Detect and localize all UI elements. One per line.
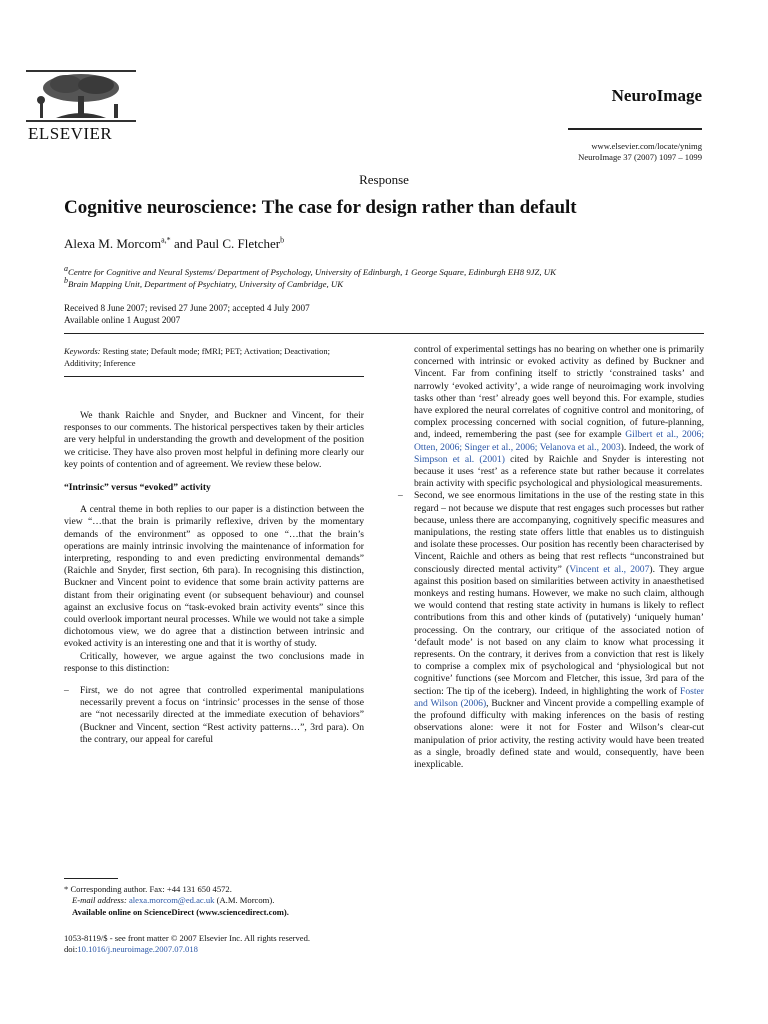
left-column [64, 410, 364, 746]
text-run: Second, we see enormous limitations in the use of the resting state in this regard – not because we dispute that rest engages such processes but rather because, unless there are accompanying, cognitively specific measures and manipulations, the resting state offers little that enables us to distinguish and isolate these processes. Our position has recently been characterised by Vincent, Raichle and others as being that rest reflects “unconstrained but consciously directed mental activity” ( [414, 490, 704, 575]
doi-label: doi: [64, 944, 78, 955]
intro-paragraph: We thank Raichle and Snyder, and Buckner and Vincent, for their responses to our comments. The historical perspectives taken by their articles are very helpful in understanding the growth and development of the position we criticise. They have also proven most helpful in defining more clearly our key points of contention and of agreement. We review these below. [64, 410, 364, 470]
author-morcom: Alexa M. Morcom [64, 236, 162, 251]
keywords-label: Keywords: [64, 346, 101, 356]
section-heading: “Intrinsic” versus “evoked” activity [64, 482, 211, 494]
aff-a-mark: a [64, 264, 68, 274]
aff-a-text: Centre for Cognitive and Neural Systems/ Department of Psychology, University of Edinburgh, 1 George Square, Edinburgh EH8 9JZ, UK [68, 267, 557, 277]
body-paragraph: Critically, however, we argue against the two conclusions made in response to this distinction: [64, 650, 364, 674]
list-item [398, 490, 704, 771]
keywords-text: Resting state; Default mode; fMRI; PET; Activation; Deactivation; Additivity; Inference [64, 346, 330, 368]
issn-line: 1053-8119/$ - see front matter © 2007 Elsevier Inc. All rights reserved. [64, 933, 311, 943]
list-item-text [414, 344, 704, 490]
text-run: control of experimental settings has no bearing on whether one is primarily concerned with intrinsic or evoked activity as defined by Buckner and Vincent. Far from confining itself to strictly ‘constrained tasks’ and narrowly ‘evoked activity’, a wide range of neuroimaging work involving tasks other than ‘rest’ already goes well beyond this. For example, studies have explored the neural correlates of cognitive control and monitoring, of complex processing concerned with social cognition, of future-planning, and, indeed, remembering the past (see for example [414, 344, 704, 441]
email-label: E-mail address: [72, 895, 127, 906]
affiliation-a [64, 264, 557, 277]
email-link[interactable]: alexa.morcom@ed.ac.uk [128, 895, 215, 906]
author-and: and [170, 236, 196, 251]
author-fletcher-sup: b [280, 235, 285, 245]
list-item [64, 685, 364, 746]
aff-b-text: Brain Mapping Unit, Department of Psychiatry, University of Cambridge, UK [68, 279, 344, 289]
list-dash: – [64, 685, 69, 697]
text-run: ). They argue against this position based on similarities between activity in anaesthetised monkeys and resting humans. However, we make no such claim, although we would contend that resting state activity in humans is likely to reflect contributions from this and other kinds of (putatively) ‘uniquely human’ processing. On the contrary, our critique of the associated notion of ‘default mode’ is not based on any claim to know what processing it represents. On the contrary, it derives from a conviction that rest is likely to comprise a complex mix of psychological and ‘physiological but not cognitive’ functions (see Morcom and Fletcher, this issue, 3rd para of the section: The tip of the iceberg). Indeed, in highlighting the work of [414, 563, 705, 697]
citation-link[interactable]: Gilbert et al., 2006; Otten, 2006; Singer et al., 2006; Velanova et al., 2003 [414, 429, 704, 453]
list-item-text [414, 490, 704, 771]
citation-link[interactable]: Foster and Wilson (2006) [414, 685, 704, 709]
article-type: Response [359, 172, 409, 187]
footnote-rule [64, 878, 118, 879]
author-morcom-sup: a,* [161, 235, 171, 245]
list-dash: – [398, 490, 403, 502]
available-online: Available online 1 August 2007 [64, 315, 181, 325]
journal-info [578, 141, 702, 163]
publisher-name: ELSEVIER [28, 124, 113, 143]
author-list [64, 236, 284, 252]
author-fletcher: Paul C. Fletcher [195, 236, 281, 251]
copyright-block [64, 933, 310, 956]
sciencedirect-note: Available online on ScienceDirect (www.sciencedirect.com). [72, 906, 289, 917]
keywords [64, 346, 364, 369]
affiliation-b [64, 276, 344, 289]
citation-link[interactable]: Simpson et al. (2001) [414, 453, 505, 465]
aff-b-mark: b [64, 276, 68, 286]
header-divider [64, 333, 704, 334]
list-item-text: First, we do not agree that controlled experimental manipulations necessarily prevent a focus on ‘intrinsic’ processes in the sense of those are “not necessarily directed at the immediate execution of behaviors” (Buckner and Vincent, section “Rest activity patterns…”, 3rd para). On the contrary, our appeal for careful [80, 685, 364, 745]
body-paragraph: A central theme in both replies to our paper is a distinction between the view “…that the brain is primarily reflexive, driven by the momentary demands of the environment” as opposed to one “…that the brain’s operations are mainly intrinsic involving the maintenance of information for interpreting, responding to and even predicting environmental demands” (Raichle and Snyder, first section, 6th para). In recognising this distinction, Buckner and Vincent point to evidence that some brain activity patterns are distant from their originating event (or subsequent behaviour) and counsel against an exclusive focus on “task-evoked brain activity events” since this could overlook important neural processes. While we would not take a simple dichotomous view, we do agree that a distinction between intrinsic and evoked activity is an interesting one and that it is worthy of study. [64, 504, 364, 650]
text-run: , Buckner and Vincent provide a compelling example of the profound difficulty with making inferences on the basis of resting observations alone: were it not for Foster and Wilson’s clear-cut manipulation of prior activity, the resting activity would have been treated as a single, broadly defined state and would, consequently, have been inexplicable. [414, 697, 704, 770]
citation-link[interactable]: Vincent et al., 2007 [569, 563, 650, 575]
email-line [64, 895, 364, 906]
header-rule [568, 128, 702, 130]
received-dates: Received 8 June 2007; revised 27 June 2007; accepted 4 July 2007 [64, 303, 310, 313]
email-suffix: (A.M. Morcom). [214, 895, 275, 906]
keywords-divider [64, 376, 364, 377]
corresponding-author: * Corresponding author. Fax: +44 131 650 4572. [64, 884, 232, 894]
list-item-continued [398, 344, 704, 490]
doi-link[interactable]: 10.1016/j.neuroimage.2007.07.018 [77, 944, 198, 955]
article-title: Cognitive neuroscience: The case for design rather than default [64, 197, 577, 218]
journal-title: NeuroImage [611, 86, 702, 105]
footnote [64, 884, 364, 918]
journal-citation: NeuroImage 37 (2007) 1097 – 1099 [578, 152, 702, 162]
doi-line [64, 944, 310, 955]
journal-url[interactable]: www.elsevier.com/locate/ynimg [591, 141, 702, 151]
right-column [398, 344, 704, 771]
text-run: cited by Raichle and Snyder is interesting not because it uses ‘rest’ as a reference state but rather because it correlates brain activity with specific psychological and physiological measurements. [414, 453, 704, 490]
text-run: ). Indeed, the work of [620, 441, 704, 453]
article-dates [64, 302, 310, 326]
